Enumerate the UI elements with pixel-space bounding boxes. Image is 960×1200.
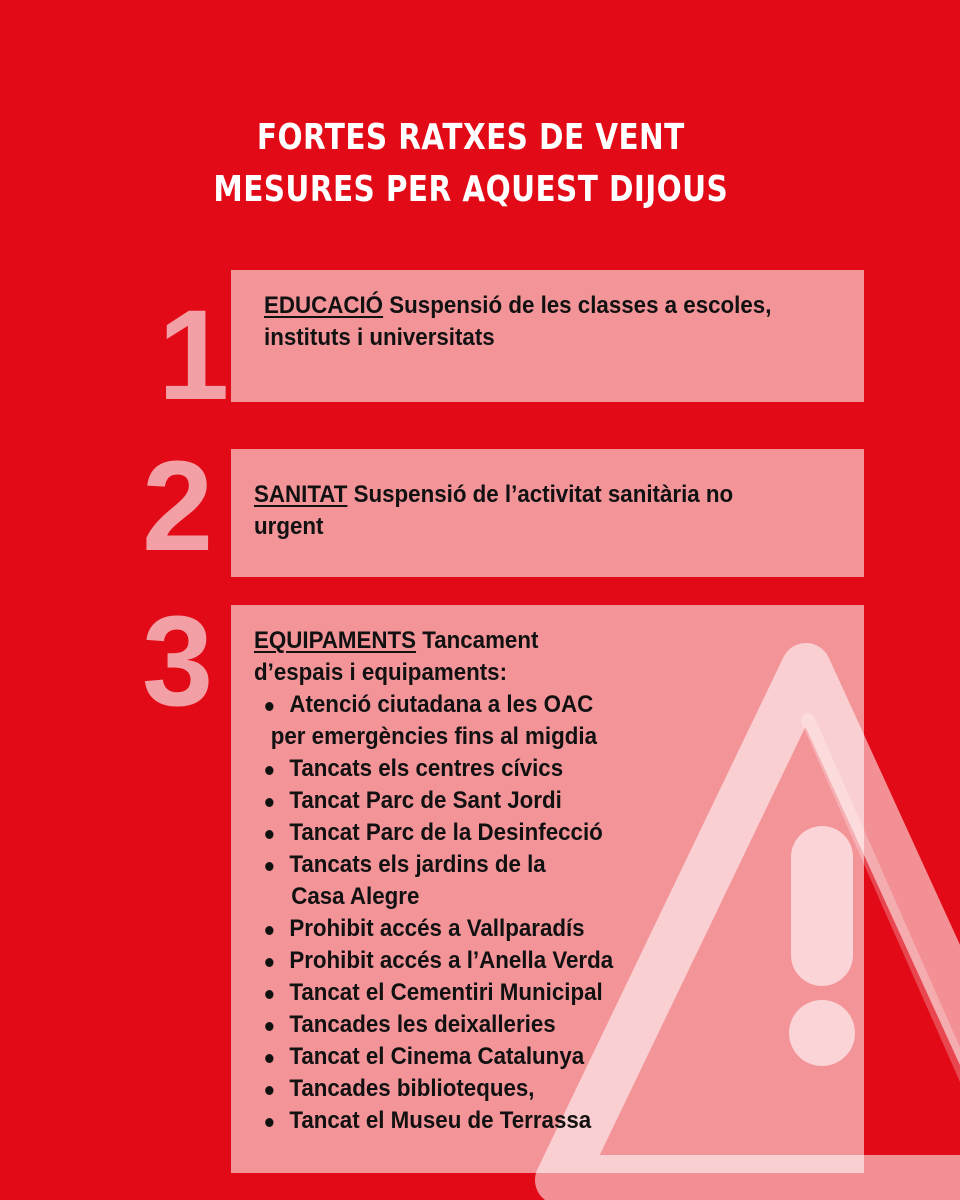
step-number-1: 1 (158, 284, 230, 427)
category-equipaments: EQUIPAMENTS (254, 627, 417, 654)
measure-desc-1: Suspensió de les classes a escoles, instituts i universitats (264, 292, 772, 351)
list-item: Tancat Parc de la Desinfecció (254, 817, 812, 849)
facilities-list (254, 689, 812, 1137)
step-number-3: 3 (142, 590, 214, 733)
category-educacio: EDUCACIÓ (264, 292, 384, 319)
list-item: Tancades biblioteques, (254, 1073, 812, 1105)
measure-desc-2: Suspensió de l’activitat sanitària no urgent (254, 481, 734, 540)
title-line-1: FORTES RATXES DE VENT (256, 117, 685, 158)
measure-text-3 (254, 625, 812, 1137)
list-item: Prohibit accés a Vallparadís (254, 913, 812, 945)
list-item: Tancat Parc de Sant Jordi (254, 785, 812, 817)
list-item: Tancats els centres cívics (254, 753, 812, 785)
list-item: Tancats els jardins de la Casa Alegre (254, 849, 812, 913)
list-item: Tancat el Cementiri Municipal (254, 977, 812, 1009)
list-item: Atenció ciutadana a les OAC per emergències fins al migdia (254, 689, 812, 753)
page-title (85, 112, 857, 216)
measure-desc-3-line2: d’espais i equipaments: (254, 659, 508, 686)
title-line-2: MESURES PER AQUEST DIJOUS (213, 169, 729, 210)
list-item: Prohibit accés a l’Anella Verda (254, 945, 812, 977)
list-item: Tancat el Museu de Terrassa (254, 1105, 812, 1137)
measure-desc-3-line1: Tancament (416, 627, 539, 654)
step-number-2: 2 (142, 435, 214, 578)
measure-text-1 (264, 290, 813, 354)
measure-text-2 (254, 479, 803, 543)
category-sanitat: SANITAT (254, 481, 348, 508)
list-item: Tancades les deixalleries (254, 1009, 812, 1041)
list-item: Tancat el Cinema Catalunya (254, 1041, 812, 1073)
